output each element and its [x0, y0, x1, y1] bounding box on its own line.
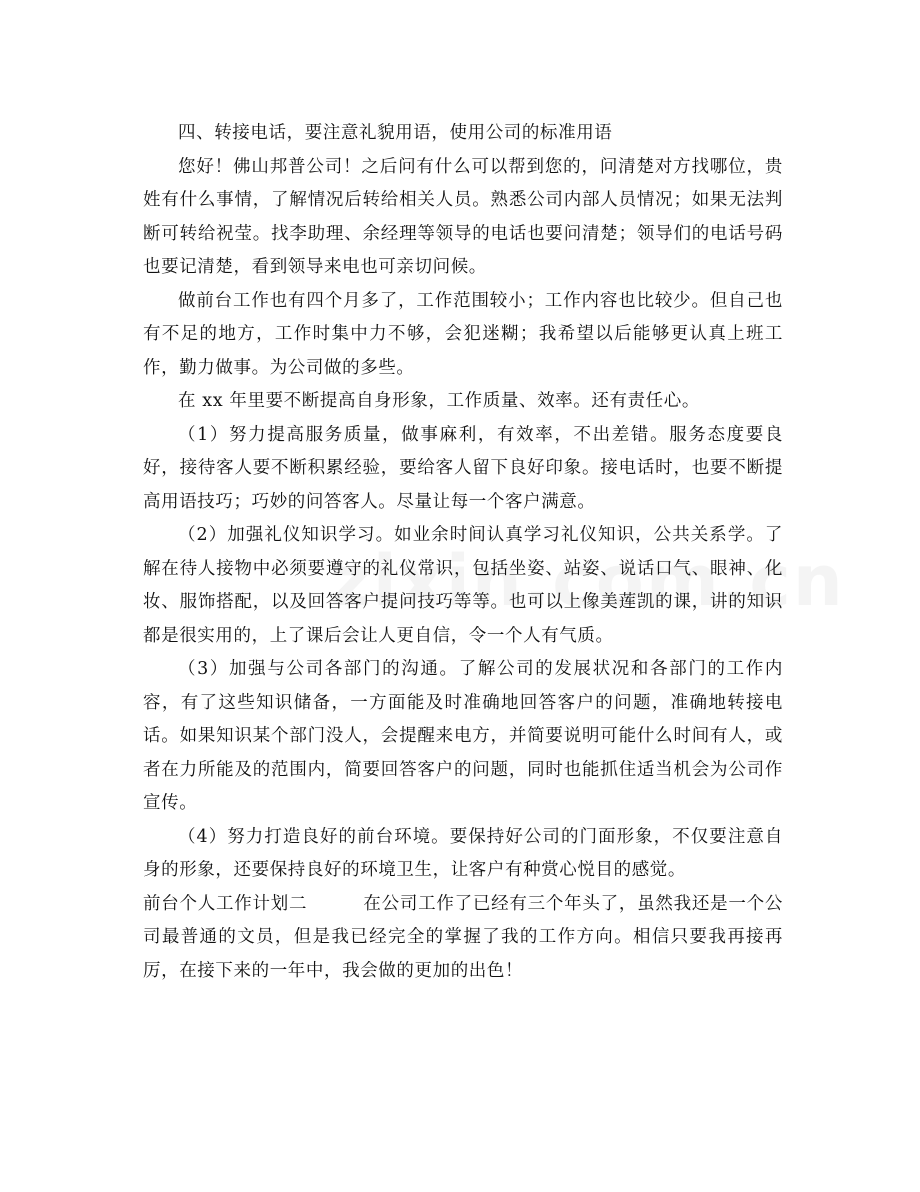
paragraph-yearly-goal: 在 xx 年里要不断提高自身形象，工作质量、效率。还有责任心。: [178, 391, 700, 411]
paragraph-greeting-script: 您好！佛山邦普公司！之后问有什么可以帮到您的，问清楚对方找哪位，贵姓有什么事情，了解情况后转给相关人员。熟悉公司内部人员情况；如果无法判断可转给祝莹。找李助理、余经理等领导的电话也要问清楚；领导们的电话号码也要记清楚，看到领导来电也可亲切问候。: [143, 156, 783, 277]
paragraph-item-1: （1）努力提高服务质量，做事麻利，有效率，不出差错。服务态度要良好，接待客人要不断积累经验，要给客人留下良好印象。接电话时，也要不断提高用语技巧；巧妙的问答客人。尽量让每一个客户满意。: [143, 424, 783, 512]
paragraph-item-4: （4）努力打造良好的前台环境。要保持好公司的门面形象，不仅要注意自身的形象，还要保持良好的环境卫生，让客户有种赏心悦目的感觉。: [143, 826, 783, 880]
document-body: [143, 117, 783, 988]
section-body: 在公司工作了已经有三个年头了，虽然我还是一个公司最普通的文员，但是我已经完全的掌握了我的工作方向。相信只要我再接再厉，在接下来的一年中，我会做的更加的出色！: [143, 893, 783, 981]
paragraph-item-3: （3）加强与公司各部门的沟通。了解公司的发展状况和各部门的工作内容，有了这些知识储备，一方面能及时准确地回答客户的问题，准确地转接电话。如果知识某个部门没人，会提醒来电方，并简要说明可能什么时间有人，或者在力所能及的范围内，简要回答客户的问题，同时也能抓住适当机会为公司作宣传。: [143, 659, 783, 813]
paragraph-self-review: 做前台工作也有四个月多了，工作范围较小；工作内容也比较少。但自己也有不足的地方，工作时集中力不够，会犯迷糊；我希望以后能够更认真上班工作，勤力做事。为公司做的多些。: [143, 290, 783, 378]
section-title: 前台个人工作计划二: [143, 893, 308, 914]
paragraph-plan-two: [143, 888, 783, 989]
section-heading-transfer-calls: 四、转接电话，要注意礼貌用语，使用公司的标准用语: [178, 123, 613, 143]
paragraph-item-2: （2）加强礼仪知识学习。如业余时间认真学习礼仪知识，公共关系学。了解在待人接物中必须要遵守的礼仪常识，包括坐姿、站姿、说话口气、眼神、化妆、服饰搭配，以及回答客户提问技巧等等。也可以上像美莲凯的课，讲的知识都是很实用的，上了课后会让人更自信，令一个人有气质。: [143, 525, 783, 646]
